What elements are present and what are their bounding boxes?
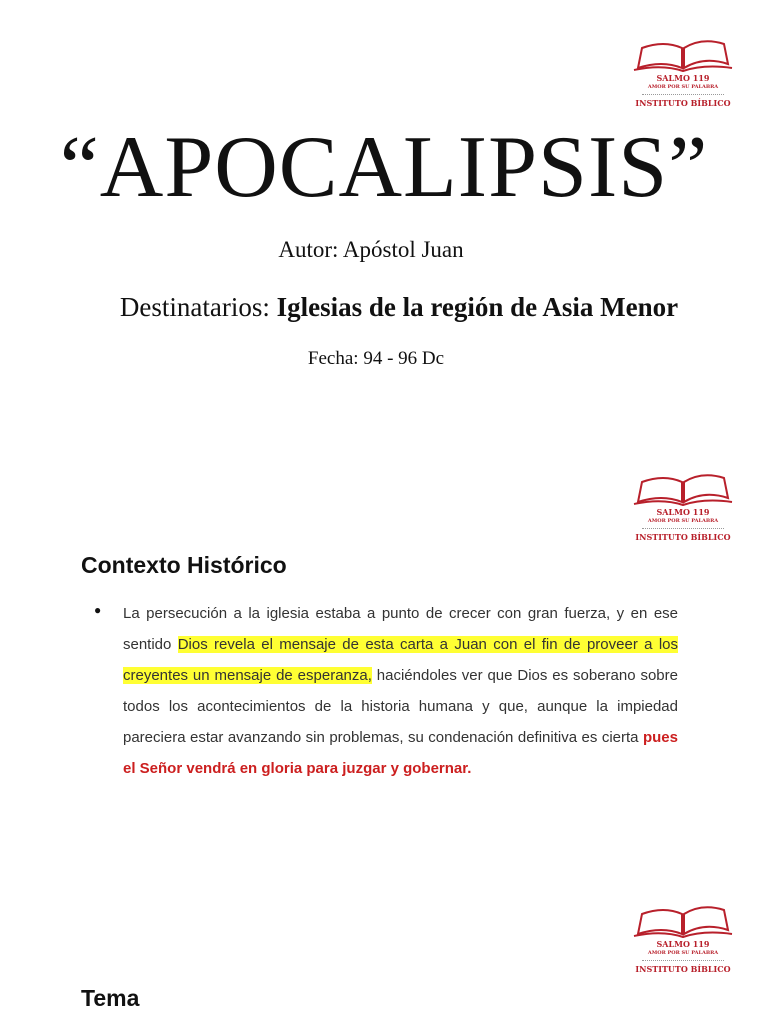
institute-logo xyxy=(628,472,738,552)
logo-line-salmo: SALMO 119 xyxy=(656,939,710,949)
logo-dotted-divider xyxy=(642,528,724,529)
bullet-dot-icon: ● xyxy=(94,603,102,617)
institute-logo xyxy=(628,904,738,984)
logo-dotted-divider xyxy=(642,94,724,95)
contexto-paragraph xyxy=(123,598,678,784)
institute-logo xyxy=(628,38,738,118)
open-bible-icon xyxy=(628,472,738,508)
section-heading-tema: Tema xyxy=(81,985,140,1011)
document-title: “APOCALIPSIS” xyxy=(59,119,709,216)
logo-line-salmo: SALMO 119 xyxy=(656,507,710,517)
logo-line-amor: AMOR POR SU PALABRA xyxy=(647,518,719,524)
open-bible-icon xyxy=(628,904,738,940)
logo-line-instituto: INSTITUTO BÍBLICO xyxy=(635,964,731,974)
logo-line-instituto: INSTITUTO BÍBLICO xyxy=(635,98,731,108)
logo-line-instituto: INSTITUTO BÍBLICO xyxy=(635,532,731,542)
recipients-label: Destinatarios: xyxy=(119,292,270,322)
logo-dotted-divider xyxy=(642,960,724,961)
emphasized-text: pues el Señor vendrá en gloria para juzgar y gobernar. xyxy=(123,729,678,777)
recipients-value: Iglesias de la región de Asia Menor xyxy=(276,292,679,322)
recipients-line xyxy=(0,291,768,323)
logo-line-amor: AMOR POR SU PALABRA xyxy=(647,84,719,90)
paragraph-text-part-2: haciéndoles ver que Dios es soberano sobre todos los acontecimientos de la historia humana y que, aunque la impiedad pareciera estar avanzando sin problemas, su condenación definitiva es cierta xyxy=(123,667,678,746)
open-bible-icon xyxy=(628,38,738,74)
paragraph-text-part-1: La persecución a la iglesia estaba a punto de crecer con gran fuerza, y en ese sentido xyxy=(123,605,678,653)
logo-line-salmo: SALMO 119 xyxy=(656,73,710,83)
author-line: Autor: Apóstol Juan xyxy=(278,237,464,262)
section-heading-contexto: Contexto Histórico xyxy=(81,552,287,578)
highlighted-text: Dios revela el mensaje de esta carta a Juan con el fin de proveer a los creyentes un mensaje de esperanza, xyxy=(123,636,678,684)
date-line: Fecha: 94 - 96 Dc xyxy=(307,348,445,369)
logo-line-amor: AMOR POR SU PALABRA xyxy=(647,950,719,956)
